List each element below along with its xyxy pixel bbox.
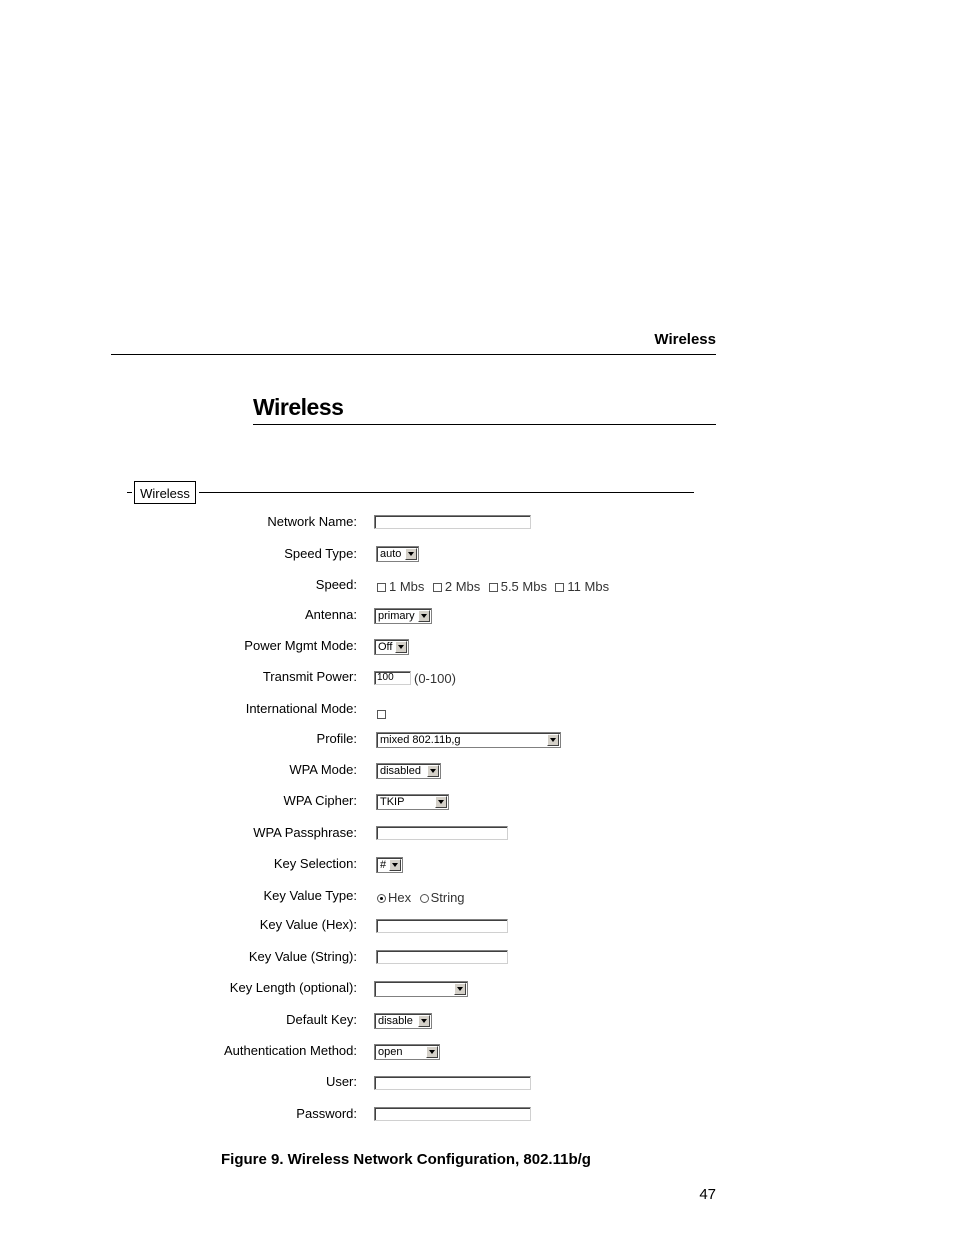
chevron-down-icon[interactable]: [405, 548, 417, 560]
chevron-down-icon[interactable]: [418, 1015, 430, 1027]
fieldset-border-top: [199, 492, 694, 493]
profile-value: mixed 802.11b,g: [380, 734, 461, 746]
network-name-label: Network Name:: [267, 514, 357, 529]
checkbox-icon[interactable]: [433, 583, 442, 592]
wpa-cipher-label: WPA Cipher:: [283, 793, 357, 808]
transmit-power-label: Transmit Power:: [262, 669, 357, 684]
speed-options: [377, 578, 613, 596]
speed-type-select[interactable]: [376, 546, 419, 562]
chevron-down-icon[interactable]: [395, 641, 407, 653]
password-input[interactable]: [374, 1107, 531, 1121]
key-value-hex-input[interactable]: [376, 919, 508, 933]
radio-icon[interactable]: [420, 894, 429, 903]
key-selection-select[interactable]: [376, 857, 403, 873]
antenna-value: primary: [378, 610, 415, 622]
authentication-method-select[interactable]: [374, 1044, 440, 1060]
network-name-input[interactable]: [374, 515, 531, 529]
international-mode-label: International Mode:: [245, 701, 357, 716]
transmit-power-hint: (0-100): [414, 671, 456, 686]
power-mgmt-mode-label: Power Mgmt Mode:: [244, 638, 357, 653]
chevron-down-icon[interactable]: [435, 796, 447, 808]
running-head: Wireless: [654, 331, 716, 348]
chevron-down-icon[interactable]: [427, 765, 439, 777]
key-value-type-hex[interactable]: Hex: [377, 890, 411, 905]
checkbox-icon[interactable]: [377, 710, 386, 719]
password-label: Password:: [296, 1106, 357, 1121]
wpa-cipher-value: TKIP: [380, 796, 405, 808]
profile-select[interactable]: [376, 732, 561, 748]
chevron-down-icon[interactable]: [547, 734, 559, 746]
wpa-cipher-select[interactable]: [376, 794, 449, 810]
key-value-string-input[interactable]: [376, 950, 508, 964]
key-value-type-label: Key Value Type:: [263, 888, 357, 903]
key-length-select[interactable]: [374, 981, 468, 997]
speed-option-5-5mbs[interactable]: 5.5 Mbs: [489, 579, 547, 594]
default-key-select[interactable]: [374, 1013, 432, 1029]
speed-option-1mbs[interactable]: 1 Mbs: [377, 579, 424, 594]
wpa-mode-label: WPA Mode:: [289, 762, 357, 777]
key-value-string-label: Key Value (String):: [248, 949, 357, 964]
title-rule: [253, 424, 716, 425]
wpa-passphrase-label: WPA Passphrase:: [253, 825, 357, 840]
page-title: Wireless: [253, 394, 344, 420]
page-number: 47: [699, 1186, 716, 1203]
power-mgmt-mode-value: Off: [378, 641, 393, 653]
wpa-mode-value: disabled: [380, 765, 421, 777]
figure-caption: Figure 9. Wireless Network Configuration, 802.11b/g: [221, 1151, 591, 1168]
key-value-type-string[interactable]: String: [420, 890, 465, 905]
speed-label: Speed:: [315, 577, 357, 592]
profile-label: Profile:: [316, 731, 357, 746]
chevron-down-icon[interactable]: [418, 610, 430, 622]
checkbox-icon[interactable]: [377, 583, 386, 592]
speed-type-label: Speed Type:: [284, 546, 357, 561]
default-key-value: disable: [378, 1015, 413, 1027]
default-key-label: Default Key:: [286, 1012, 357, 1027]
key-length-label: Key Length (optional):: [229, 980, 357, 995]
authentication-method-value: open: [378, 1046, 403, 1058]
fieldset-border-left: [127, 492, 132, 493]
key-value-hex-label: Key Value (Hex):: [259, 917, 357, 932]
power-mgmt-mode-select[interactable]: [374, 639, 409, 655]
chevron-down-icon[interactable]: [426, 1046, 438, 1058]
user-input[interactable]: [374, 1076, 531, 1090]
speed-type-value: auto: [380, 548, 402, 560]
antenna-select[interactable]: [374, 608, 432, 624]
speed-option-11mbs[interactable]: 11 Mbs: [555, 579, 609, 594]
transmit-power-input[interactable]: 100: [374, 671, 411, 685]
chevron-down-icon[interactable]: [389, 859, 401, 871]
checkbox-icon[interactable]: [489, 583, 498, 592]
radio-selected-icon[interactable]: [377, 894, 386, 903]
fieldset-legend: Wireless: [134, 481, 196, 504]
international-mode-checkbox[interactable]: [377, 705, 389, 723]
wpa-passphrase-input[interactable]: [376, 826, 508, 840]
key-selection-label: Key Selection:: [273, 856, 357, 871]
speed-option-2mbs[interactable]: 2 Mbs: [433, 579, 480, 594]
key-value-type-options: [377, 889, 469, 907]
key-selection-value: #: [380, 859, 387, 871]
checkbox-icon[interactable]: [555, 583, 564, 592]
header-rule: [111, 354, 716, 355]
chevron-down-icon[interactable]: [454, 983, 466, 995]
antenna-label: Antenna:: [304, 607, 357, 622]
user-label: User:: [325, 1074, 357, 1089]
authentication-method-label: Authentication Method:: [224, 1043, 357, 1058]
wpa-mode-select[interactable]: [376, 763, 441, 779]
